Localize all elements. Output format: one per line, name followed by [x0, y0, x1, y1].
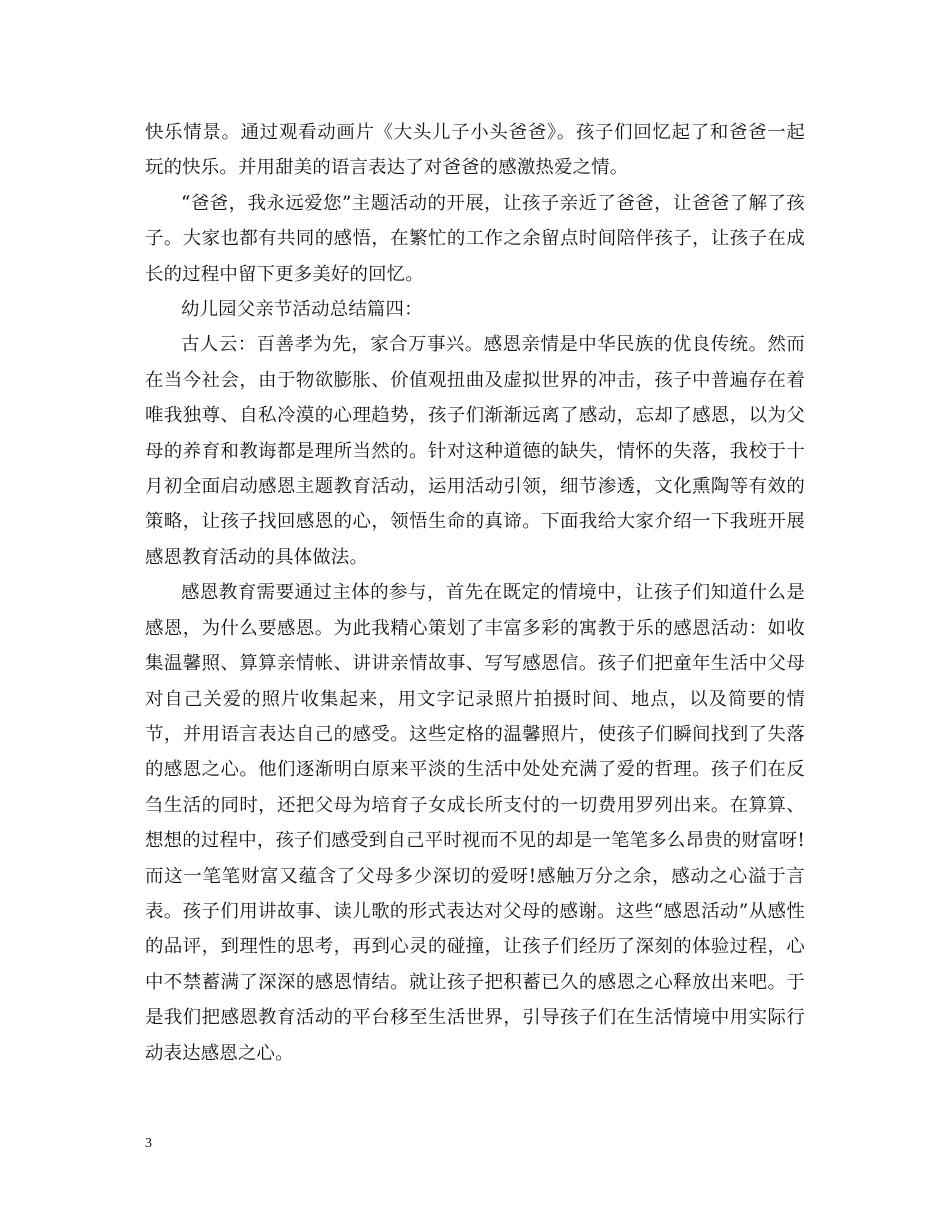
paragraph-1: 快乐情景。通过观看动画片《大头儿子小头爸爸》。孩子们回忆起了和爸爸一起玩的快乐。并用甜美的语言表达了对爸爸的感激热爱之情。 [145, 122, 805, 179]
body-text [145, 115, 805, 1071]
paragraph-3: 古人云：百善孝为先，家合万事兴。感恩亲情是中华民族的优良传统。然而在当今社会，由于物欲膨胀、价值观扭曲及虚拟世界的冲击，孩子中普遍存在着唯我独尊、自私冷漠的心理趋势，孩子们渐渐远离了感动，忘却了感恩，以为父母的养育和教诲都是理所当然的。针对这种道德的缺失，情怀的失落，我校于十月初全面启动感恩主题教育活动，运用活动引领，细节渗透，文化熏陶等有效的策略，让孩子找回感恩的心，领悟生命的真谛。下面我给大家介绍一下我班开展感恩教育活动的具体做法。 [145, 334, 805, 568]
section-heading: 幼儿园父亲节活动总结篇四： [181, 299, 423, 321]
page-number: 3 [145, 1136, 152, 1151]
paragraph-2: “爸爸，我永远爱您”主题活动的开展，让孩子亲近了爸爸，让爸爸了解了孩子。大家也都有共同的感悟，在繁忙的工作之余留点时间陪伴孩子，让孩子在成长的过程中留下更多美好的回忆。 [145, 192, 805, 285]
paragraph-4: 感恩教育需要通过主体的参与，首先在既定的情境中，让孩子们知道什么是感恩，为什么要感恩。为此我精心策划了丰富多彩的寓教于乐的感恩活动：如收集温馨照、算算亲情帐、讲讲亲情故事、写写感恩信。孩子们把童年生活中父母对自己关爱的照片收集起来，用文字记录照片拍摄时间、地点，以及简要的情节，并用语言表达自己的感受。这些定格的温馨照片，使孩子们瞬间找到了失落的感恩之心。他们逐渐明白原来平淡的生活中处处充满了爱的哲理。孩子们在反刍生活的同时，还把父母为培育子女成长所支付的一切费用罗列出来。在算算、想想的过程中，孩子们感受到自己平时视而不见的却是一笔笔多么昂贵的财富呀!而这一笔笔财富又蕴含了父母多少深切的爱呀!感触万分之余，感动之心溢于言表。孩子们用讲故事、读儿歌的形式表达对父母的感谢。这些“感恩活动”从感性的品评，到理性的思考，再到心灵的碰撞，让孩子们经历了深刻的体验过程，心中不禁蓄满了深深的感恩情结。就让孩子把积蓄已久的感恩之心释放出来吧。于是我们把感恩教育活动的平台移至生活世界，引导孩子们在生活情境中用实际行动表达感恩之心。 [145, 582, 805, 1064]
